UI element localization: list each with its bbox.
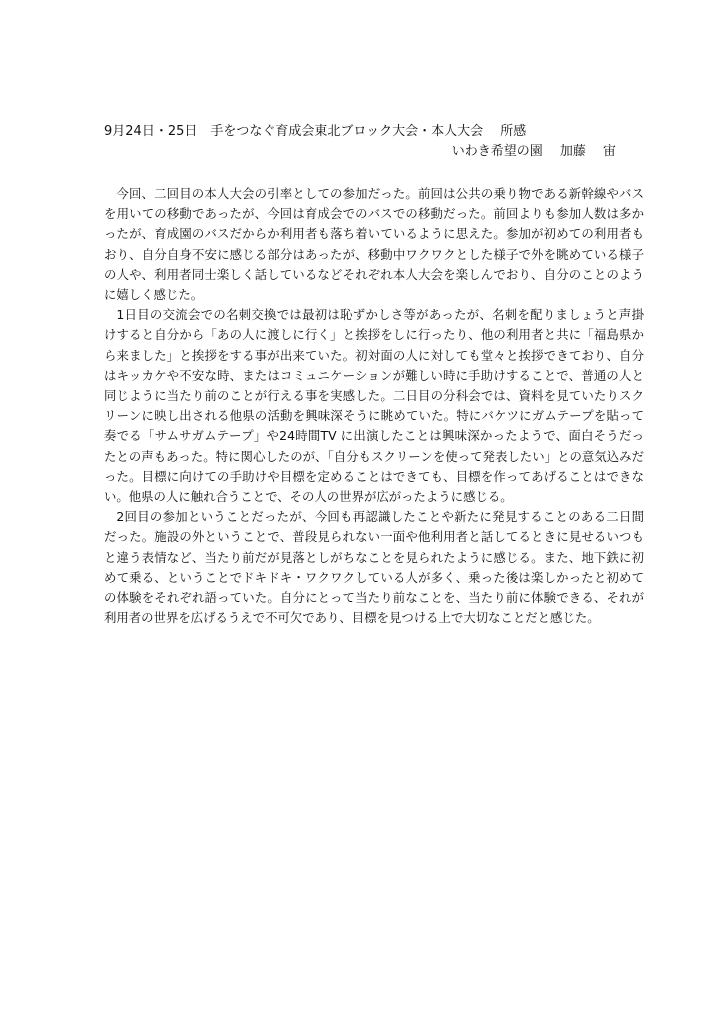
- document-title: 9月24日・25日 手をつなぐ育成会東北ブロック大会・本人大会 所感: [104, 124, 527, 139]
- paragraph-1: 今回、二回目の本人大会の引率としての参加だった。前回は公共の乗り物である新幹線やバスを用いての移動であったが、今回は育成会でのバスでの移動だった。前回よりも参加人数は多かったが、育成園のバスだからか利用者も落ち着いているように思えた。参加が初めての利用者もおり、自分自身不安に感じる部分はあったが、移動中ワクワクとした様子で外を眺めている様子の人や、利用者同士楽しく話しているなどそれぞれ本人大会を楽しんでおり、自分のことのように嬉しく感じた。: [104, 186, 644, 303]
- author-line: いわき希望の園 加藤 宙: [451, 144, 616, 159]
- paragraph-2: 1日目の交流会での名刺交換では最初は恥ずかしさ等があったが、名刺を配りましょうと声掛けすると自分から「あの人に渡しに行く」と挨拶をしに行ったり、他の利用者と共に「福島県から来ました」と挨拶をする事が出来ていた。初対面の人に対しても堂々と挨拶できており、自分はキッカケや不安な時、またはコミュニケーションが難しい時に手助けすることで、普通の人と同じように当たり前のことが行える事を実感した。二日目の分科会では、資料を見ていたりスクリーンに映し出される他県の活動を興味深そうに眺めていた。特にバケツにガムテープを貼って奏でる「サムサガムテープ」や24時間TV に出演したことは興味深かったようで、面白そうだったとの声もあった。特に関心したのが、「自分もスクリーンを使って発表したい」との意気込みだった。目標に向けての手助けや目標を定めることはできても、目標を作ってあげることはできない。他県の人に触れ合うことで、その人の世界が広がったように感じる。: [104, 307, 644, 505]
- document-heading: [104, 122, 644, 162]
- document-body: [104, 184, 644, 628]
- paragraph-3: 2回目の参加ということだったが、今回も再認識したことや新たに発見することのある二日間だった。施設の外ということで、普段見られない一面や他利用者と話してるときに見せるいつもと違う表情など、当たり前だが見落としがちなことを見られたように感じる。また、地下鉄に初めて乗る、ということでドキドキ・ワクワクしている人が多く、乗った後は楽しかったと初めての体験をそれぞれ語っていた。自分にとって当たり前なことを、当たり前に体験できる、それが利用者の世界を広げるうえで不可欠であり、目標を見つける上で大切なことだと感じた。: [104, 509, 644, 626]
